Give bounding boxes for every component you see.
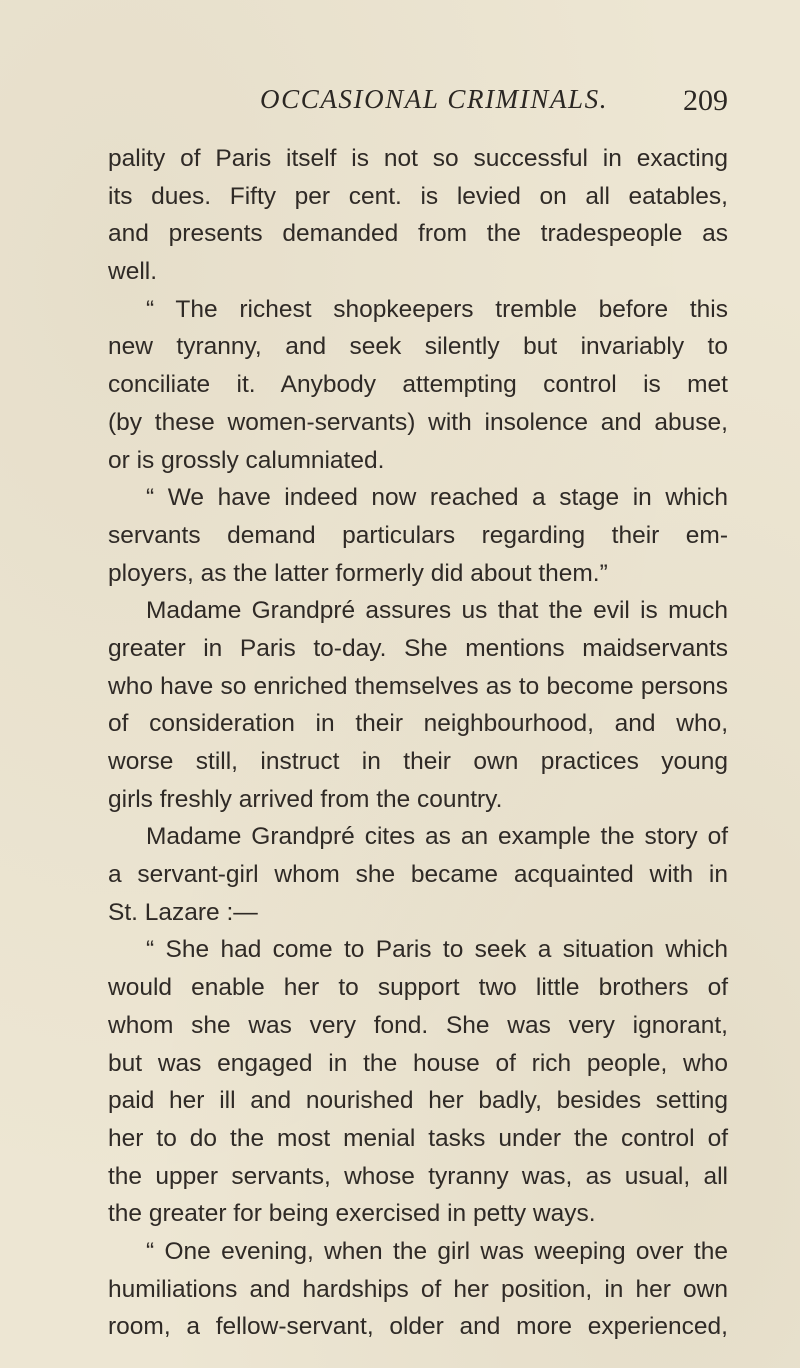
text-line: its dues. Fifty per cent. is levied on all eatables,	[108, 182, 728, 210]
text-line: of consideration in their neighbourhood, and who,	[108, 710, 728, 738]
text-line: well.	[108, 258, 158, 286]
text-line: new tyranny, and seek silently but invariably to	[108, 333, 728, 361]
text-line: pality of Paris itself is not so successful in exacting	[108, 145, 728, 172]
text-line: servants demand particulars regarding their em-	[108, 521, 728, 549]
text-line: or is grossly calumniated.	[108, 446, 385, 474]
text-line: humiliations and hardships of her position, in her own	[108, 1275, 728, 1303]
text-line: would enable her to support two little brothers of	[108, 974, 728, 1002]
text-line: girls freshly arrived from the country.	[108, 785, 503, 813]
text-line: whom she was very fond. She was very ignorant,	[108, 1011, 728, 1039]
text-line: greater in Paris to-day. She mentions maidservants	[108, 634, 728, 662]
text-line: ployers, as the latter formerly did about them.”	[108, 559, 608, 587]
running-head	[108, 84, 728, 124]
text-line: and presents demanded from the tradespeople as	[108, 220, 728, 248]
text-line: the upper servants, whose tyranny was, as usual, all	[108, 1162, 728, 1190]
page-number: 209	[683, 84, 728, 117]
text-line: worse still, instruct in their own practices young	[108, 748, 728, 775]
text-line: a servant-girl whom she became acquainted with in	[108, 861, 728, 889]
text-line: who have so enriched themselves as to become persons	[108, 672, 728, 700]
chapter-title: OCCASIONAL CRIMINALS.	[260, 84, 609, 114]
text-line: Madame Grandpré cites as an example the story of	[146, 823, 728, 851]
text-line: (by these women-servants) with insolence and abuse,	[108, 408, 728, 436]
text-line: but was engaged in the house of rich people, who	[108, 1049, 728, 1077]
text-line: “ She had come to Paris to seek a situation which	[146, 936, 728, 964]
text-line: conciliate it. Anybody attempting control is met	[108, 371, 728, 399]
text-line: her to do the most menial tasks under the control of	[108, 1124, 728, 1152]
text-line: St. Lazare :—	[108, 898, 258, 926]
text-line: paid her ill and nourished her badly, besides setting	[108, 1087, 728, 1115]
text-line: the greater for being exercised in petty ways.	[108, 1200, 596, 1228]
text-line: “ One evening, when the girl was weeping over the	[146, 1237, 728, 1265]
text-line: Madame Grandpré assures us that the evil is much	[146, 597, 728, 625]
text-line: “ We have indeed now reached a stage in which	[146, 484, 728, 512]
text-line: “ The richest shopkeepers tremble before this	[146, 295, 728, 323]
body-text	[108, 140, 728, 1346]
text-line: room, a fellow-servant, older and more experienced,	[108, 1313, 728, 1341]
